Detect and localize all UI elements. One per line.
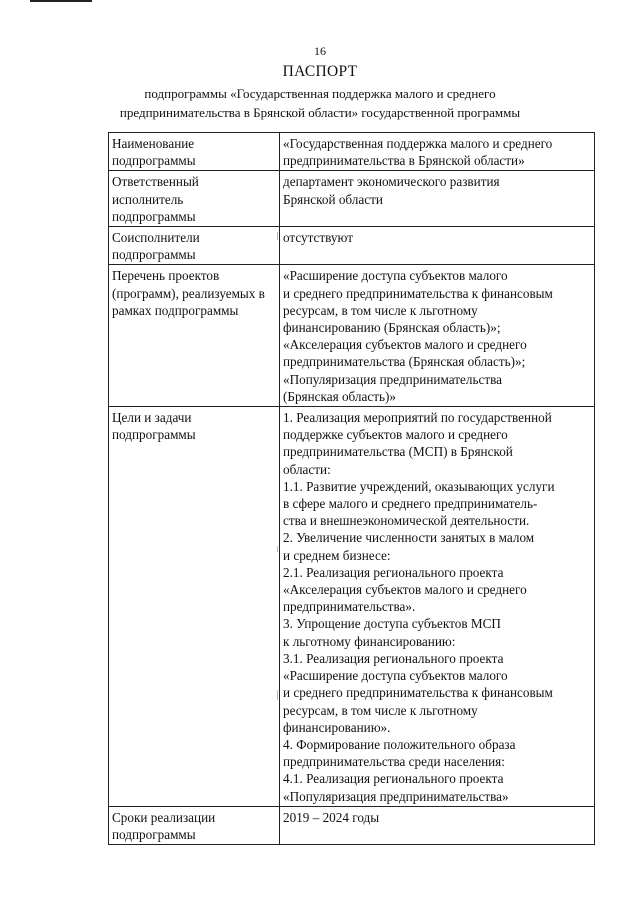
row-name-line: Наименование bbox=[112, 136, 195, 151]
row-name-line: подпрограммы bbox=[112, 427, 196, 443]
row-value-line: департамент экономического развития bbox=[283, 174, 500, 190]
page-number: 16 bbox=[314, 44, 326, 58]
row-value-line: ресурсам, в том числе к льготному bbox=[283, 702, 478, 718]
table-row bbox=[109, 227, 595, 265]
row-name-cell bbox=[109, 265, 280, 407]
row-value-cell bbox=[280, 227, 595, 265]
row-value-line: 3.1. Реализация регионального проекта bbox=[283, 650, 504, 666]
row-value-line: 1. Реализация мероприятий по государственной bbox=[283, 410, 552, 426]
row-value-line: 2. Увеличение численности занятых в малом bbox=[283, 530, 535, 546]
scan-artifact bbox=[277, 546, 278, 552]
row-value-line: и среднего предпринимательства к финансовым bbox=[283, 285, 553, 301]
row-value-line: предпринимательства (МСП) в Брянской bbox=[283, 444, 513, 460]
table-row bbox=[109, 265, 595, 407]
row-value-line: предпринимательства в Брянской области» bbox=[283, 153, 525, 169]
scan-artifact bbox=[277, 690, 278, 700]
row-value-line: предпринимательства (Брянская область)»; bbox=[283, 354, 526, 370]
passport-table bbox=[108, 132, 595, 845]
document-title: ПАСПОРТ bbox=[282, 63, 358, 80]
table-row bbox=[109, 806, 595, 844]
row-name-line: подпрограммы bbox=[112, 247, 196, 263]
row-value-line: финансированию (Брянская область)»; bbox=[283, 320, 501, 336]
row-value-line: ресурсам, в том числе к льготному bbox=[283, 302, 478, 318]
row-value-cell bbox=[280, 265, 595, 407]
subtitle-line: подпрограммы «Государственная поддержка малого и среднего bbox=[144, 86, 496, 101]
row-value-line: «Популяризация предпринимательства bbox=[283, 371, 502, 387]
row-value-line: Брянской области bbox=[283, 191, 383, 207]
scan-edge-mark bbox=[30, 0, 92, 2]
row-value-line: к льготному финансированию: bbox=[283, 633, 456, 649]
row-value-line: в сфере малого и среднего предприниматель- bbox=[283, 496, 538, 512]
row-value-line: предпринимательства». bbox=[283, 599, 416, 615]
row-value-line: «Государственная поддержка малого и среднего bbox=[283, 136, 553, 151]
row-value-line: 4.1. Реализация регионального проекта bbox=[283, 771, 504, 787]
row-name-line: подпрограммы bbox=[112, 153, 196, 169]
scan-artifact bbox=[277, 232, 278, 240]
row-value-line: области: bbox=[283, 461, 331, 477]
row-name-line: Цели и задачи bbox=[112, 410, 192, 426]
row-value-line: отсутствуют bbox=[283, 230, 353, 246]
row-value-line: «Расширение доступа субъектов малого bbox=[283, 668, 508, 684]
row-value-line: 2019 – 2024 годы bbox=[283, 809, 380, 825]
row-name-cell bbox=[109, 171, 280, 227]
row-value-line: финансированию». bbox=[283, 719, 391, 735]
row-value-line: 3. Упрощение доступа субъектов МСП bbox=[283, 616, 501, 632]
row-value-line: «Расширение доступа субъектов малого bbox=[283, 268, 508, 284]
row-value-line: «Акселерация субъектов малого и среднего bbox=[283, 337, 527, 353]
row-name-line: Ответственный bbox=[112, 174, 199, 190]
row-name-line: подпрограммы bbox=[112, 826, 196, 842]
row-name-cell bbox=[109, 407, 280, 807]
row-value-line: «Популяризация предпринимательства» bbox=[283, 788, 509, 804]
table-row bbox=[109, 133, 595, 171]
row-value-line: поддержке субъектов малого и среднего bbox=[283, 427, 508, 443]
row-value-cell bbox=[280, 407, 595, 807]
row-name-line: подпрограммы bbox=[112, 208, 196, 224]
row-name-line: Сроки реализации bbox=[112, 809, 216, 825]
table-row bbox=[109, 171, 595, 227]
row-name-line: исполнитель bbox=[112, 191, 184, 207]
row-name-line: Соисполнители bbox=[112, 230, 200, 246]
row-value-line: и среднего предпринимательства к финансовым bbox=[283, 685, 553, 701]
row-name-line: Перечень проектов bbox=[112, 268, 220, 284]
document-subtitle bbox=[0, 84, 640, 122]
subtitle-line: предпринимательства в Брянской области» государственной программы bbox=[119, 105, 521, 120]
row-value-line: 4. Формирование положительного образа bbox=[283, 736, 516, 752]
row-value-line: ства и внешнеэкономической деятельности. bbox=[283, 513, 530, 529]
row-value-cell bbox=[280, 806, 595, 844]
row-value-cell bbox=[280, 171, 595, 227]
table-row bbox=[109, 407, 595, 807]
row-value-line: предпринимательства среди населения: bbox=[283, 754, 505, 770]
passport-table-body bbox=[109, 133, 595, 845]
row-value-line: и среднем бизнесе: bbox=[283, 547, 391, 563]
row-value-line: «Акселерация субъектов малого и среднего bbox=[283, 582, 527, 598]
row-value-line: 2.1. Реализация регионального проекта bbox=[283, 564, 504, 580]
row-value-line: 1.1. Развитие учреждений, оказывающих услуги bbox=[283, 478, 555, 494]
row-name-cell bbox=[109, 806, 280, 844]
row-value-line: (Брянская область)» bbox=[283, 388, 396, 404]
row-value-cell bbox=[280, 133, 595, 171]
row-name-line: рамках подпрограммы bbox=[112, 302, 239, 318]
row-name-line: (программ), реализуемых в bbox=[112, 285, 265, 301]
row-name-cell bbox=[109, 133, 280, 171]
row-name-cell bbox=[109, 227, 280, 265]
